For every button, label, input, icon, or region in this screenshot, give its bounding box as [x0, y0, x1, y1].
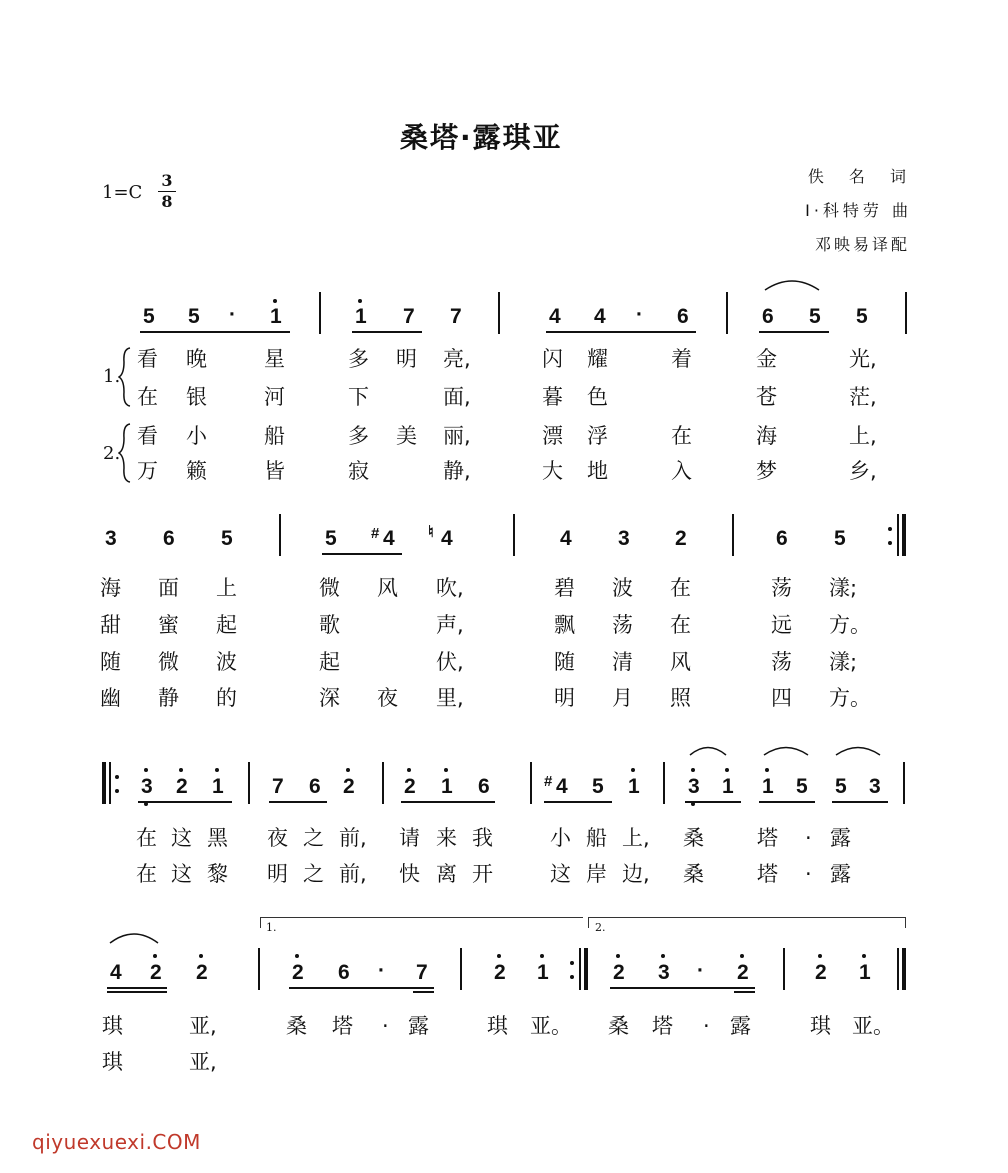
lyric: 万: [137, 459, 158, 483]
lyric: 亚。: [852, 1014, 894, 1038]
lyric: 开: [472, 862, 493, 886]
note: 3: [658, 961, 670, 984]
volta-second-label: 2.: [595, 921, 606, 934]
note: 7: [450, 305, 462, 328]
lyric: 的: [216, 686, 237, 710]
lyric: 桑: [683, 826, 704, 850]
lyric: ·: [805, 826, 812, 850]
lyric: 桑: [683, 862, 704, 886]
lyric: 亚,: [189, 1050, 217, 1074]
lyric: 随: [554, 650, 575, 674]
verse-label-1: 1.: [103, 366, 121, 387]
lyric: 着: [671, 347, 692, 371]
lyric: 上,: [849, 424, 877, 448]
lyric: 闪: [542, 347, 563, 371]
note: 4: [441, 527, 453, 550]
note: 4: [383, 527, 395, 550]
lyric: 大: [542, 459, 563, 483]
lyric: 荡: [771, 650, 792, 674]
note: 2: [404, 775, 416, 798]
slur: [108, 928, 160, 946]
note: 3: [618, 527, 630, 550]
lyric: 金: [756, 347, 777, 371]
dot-extension: ·: [378, 959, 385, 982]
lyric: 琪: [102, 1014, 123, 1038]
lyric: 色: [587, 385, 608, 409]
lyric: 多: [348, 424, 369, 448]
lyric: 快: [399, 862, 420, 886]
lyric: ·: [703, 1014, 710, 1038]
note: 2: [196, 961, 208, 984]
lyric: 籁: [186, 459, 207, 483]
lyric: 黑: [207, 826, 228, 850]
note: 6: [163, 527, 175, 550]
lyricist-credit: 佚 名 词: [807, 167, 916, 186]
slur: [834, 742, 882, 758]
lyric: 上: [216, 576, 237, 600]
note: 7: [403, 305, 415, 328]
lyric: 波: [216, 650, 237, 674]
note: 1: [537, 961, 549, 984]
lyric: 露: [830, 826, 851, 850]
lyric: 船: [264, 424, 285, 448]
lyric: 上,: [622, 826, 650, 850]
lyric: ·: [382, 1014, 389, 1038]
time-signature-bottom: 8: [161, 192, 173, 211]
lyric: 离: [436, 862, 457, 886]
sharp-sign: #: [371, 525, 380, 542]
lyric: 面,: [443, 385, 471, 409]
lyric: 寂: [348, 459, 369, 483]
note: 2: [737, 961, 749, 984]
lyric: 丽,: [443, 424, 471, 448]
lyric: 琪: [102, 1050, 123, 1074]
lyric: 夜: [377, 686, 398, 710]
lyric: 皆: [264, 459, 285, 483]
note: 2: [815, 961, 827, 984]
lyric: 露: [730, 1014, 751, 1038]
lyric: 明: [554, 686, 575, 710]
brace: [118, 346, 132, 408]
lyric: 吹,: [436, 576, 464, 600]
lyric: 静,: [443, 459, 471, 483]
volta-first-label: 1.: [266, 921, 277, 934]
note: 4: [594, 305, 606, 328]
lyric: 在: [137, 385, 158, 409]
lyric: 乡,: [849, 459, 877, 483]
lyric: 星: [264, 347, 285, 371]
lyric: 请: [399, 826, 420, 850]
time-signature-top: 3: [161, 171, 173, 190]
lyric: 微: [319, 576, 340, 600]
slur: [688, 742, 728, 758]
lyric: 远: [771, 613, 792, 637]
lyric: 波: [612, 576, 633, 600]
note: 6: [338, 961, 350, 984]
note: 5: [809, 305, 821, 328]
lyric: 美: [396, 424, 417, 448]
lyric: 明: [267, 862, 288, 886]
note: 3: [688, 775, 700, 798]
lyric: 下: [348, 385, 369, 409]
note: 6: [478, 775, 490, 798]
lyric: 清: [612, 650, 633, 674]
lyric: 琪: [810, 1014, 831, 1038]
lyric: 海: [756, 424, 777, 448]
note: 5: [188, 305, 200, 328]
volta-second: [588, 917, 906, 928]
lyric: 露: [830, 862, 851, 886]
lyric: 风: [377, 576, 398, 600]
natural-sign: ♮: [428, 524, 434, 541]
slur: [762, 742, 810, 758]
lyric: 在: [136, 862, 157, 886]
lyric: 漂: [542, 424, 563, 448]
song-title: 桑塔·露琪亚: [400, 121, 563, 154]
translator-credit: 邓映易译配: [814, 235, 910, 254]
lyric: 在: [670, 613, 691, 637]
note: 1: [628, 775, 640, 798]
lyric: 光,: [849, 347, 877, 371]
lyric: 照: [670, 686, 691, 710]
lyric: 塔: [332, 1014, 353, 1038]
lyric: 蜜: [158, 613, 179, 637]
note: 2: [292, 961, 304, 984]
note: 3: [105, 527, 117, 550]
note: 2: [613, 961, 625, 984]
note: 7: [416, 961, 428, 984]
note: 5: [834, 527, 846, 550]
note: 5: [592, 775, 604, 798]
lyric: 梦: [756, 459, 777, 483]
note: 2: [176, 775, 188, 798]
lyric: 我: [472, 826, 493, 850]
lyric: 桑: [608, 1014, 629, 1038]
lyric: 入: [671, 459, 692, 483]
lyric: 之: [303, 862, 324, 886]
lyric: 看: [137, 424, 158, 448]
lyric: 月: [612, 686, 633, 710]
lyric: 伏,: [436, 650, 464, 674]
lyric: 飘: [554, 613, 575, 637]
lyric: 方。: [829, 686, 871, 710]
note: 6: [309, 775, 321, 798]
lyric: 海: [100, 576, 121, 600]
lyric: 耀: [587, 347, 608, 371]
lyric: 前,: [339, 826, 367, 850]
composer-credit: I·科特劳 曲: [805, 201, 912, 220]
lyric: 河: [264, 385, 285, 409]
note: 2: [150, 961, 162, 984]
lyric: 这: [550, 862, 571, 886]
lyric: 甜: [100, 613, 121, 637]
lyric: 幽: [100, 686, 121, 710]
note: 1: [441, 775, 453, 798]
lyric: 边,: [622, 862, 650, 886]
lyric: 随: [100, 650, 121, 674]
note: 6: [776, 527, 788, 550]
lyric: 来: [436, 826, 457, 850]
time-signature: [158, 172, 176, 211]
lyric: 桑: [286, 1014, 307, 1038]
lyric: 露: [408, 1014, 429, 1038]
volta-first: [260, 917, 583, 928]
dot-extension: ·: [697, 959, 704, 982]
lyric: 黎: [207, 862, 228, 886]
key-signature: 1=C: [102, 182, 143, 203]
lyric: 四: [771, 686, 792, 710]
note: 1: [270, 305, 282, 328]
lyric: 船: [586, 826, 607, 850]
lyric: 前,: [339, 862, 367, 886]
slur: [763, 274, 821, 294]
note: 6: [762, 305, 774, 328]
lyric: 岸: [586, 862, 607, 886]
note: 1: [762, 775, 774, 798]
lyric: 地: [587, 459, 608, 483]
lyric: 方。: [829, 613, 871, 637]
lyric: 塔: [757, 826, 778, 850]
note: 5: [835, 775, 847, 798]
lyric: 琪: [487, 1014, 508, 1038]
lyric: 塔: [652, 1014, 673, 1038]
note: 4: [110, 961, 122, 984]
lyric: 夜: [267, 826, 288, 850]
lyric: 这: [171, 862, 192, 886]
lyric: 暮: [542, 385, 563, 409]
brace: [118, 422, 132, 484]
note: 2: [343, 775, 355, 798]
lyric: 荡: [771, 576, 792, 600]
lyric: 歌: [319, 613, 340, 637]
lyric: 小: [186, 424, 207, 448]
lyric: 亮,: [443, 347, 471, 371]
note: 7: [272, 775, 284, 798]
lyric: 碧: [554, 576, 575, 600]
lyric: 银: [186, 385, 207, 409]
lyric: 苍: [756, 385, 777, 409]
note: 4: [556, 775, 568, 798]
note: 1: [355, 305, 367, 328]
lyric: 深: [319, 686, 340, 710]
lyric: 起: [216, 613, 237, 637]
note: 1: [859, 961, 871, 984]
lyric: 声,: [436, 613, 464, 637]
dot-extension: ·: [636, 303, 643, 326]
lyric: 荡: [612, 613, 633, 637]
note: 3: [141, 775, 153, 798]
verse-label-2: 2.: [103, 443, 121, 464]
lyric: 晚: [186, 347, 207, 371]
note: 5: [856, 305, 868, 328]
note: 3: [869, 775, 881, 798]
note: 2: [494, 961, 506, 984]
lyric: 微: [158, 650, 179, 674]
lyric: 塔: [757, 862, 778, 886]
lyric: 在: [136, 826, 157, 850]
note: 4: [549, 305, 561, 328]
note: 6: [677, 305, 689, 328]
dot-extension: ·: [229, 303, 236, 326]
lyric: 看: [137, 347, 158, 371]
note: 2: [675, 527, 687, 550]
lyric: 亚。: [530, 1014, 572, 1038]
note: 5: [221, 527, 233, 550]
lyric: 亚,: [189, 1014, 217, 1038]
note: 1: [212, 775, 224, 798]
lyric: 在: [670, 576, 691, 600]
lyric: 起: [319, 650, 340, 674]
lyric: 漾;: [829, 576, 858, 600]
lyric: 明: [396, 347, 417, 371]
note: 5: [325, 527, 337, 550]
lyric: 茫,: [849, 385, 877, 409]
sharp-sign: #: [544, 773, 553, 790]
lyric: 这: [171, 826, 192, 850]
lyric: 静: [158, 686, 179, 710]
lyric: 漾;: [829, 650, 858, 674]
note: 4: [560, 527, 572, 550]
lyric: 浮: [587, 424, 608, 448]
lyric: 多: [348, 347, 369, 371]
lyric: 面: [158, 576, 179, 600]
note: 5: [796, 775, 808, 798]
lyric: 在: [671, 424, 692, 448]
lyric: 风: [670, 650, 691, 674]
note: 1: [722, 775, 734, 798]
lyric: 里,: [436, 686, 464, 710]
site-watermark: qiyuexuexi.COM: [32, 1130, 201, 1154]
lyric: 小: [550, 826, 571, 850]
note: 5: [143, 305, 155, 328]
lyric: 之: [303, 826, 324, 850]
lyric: ·: [805, 862, 812, 886]
